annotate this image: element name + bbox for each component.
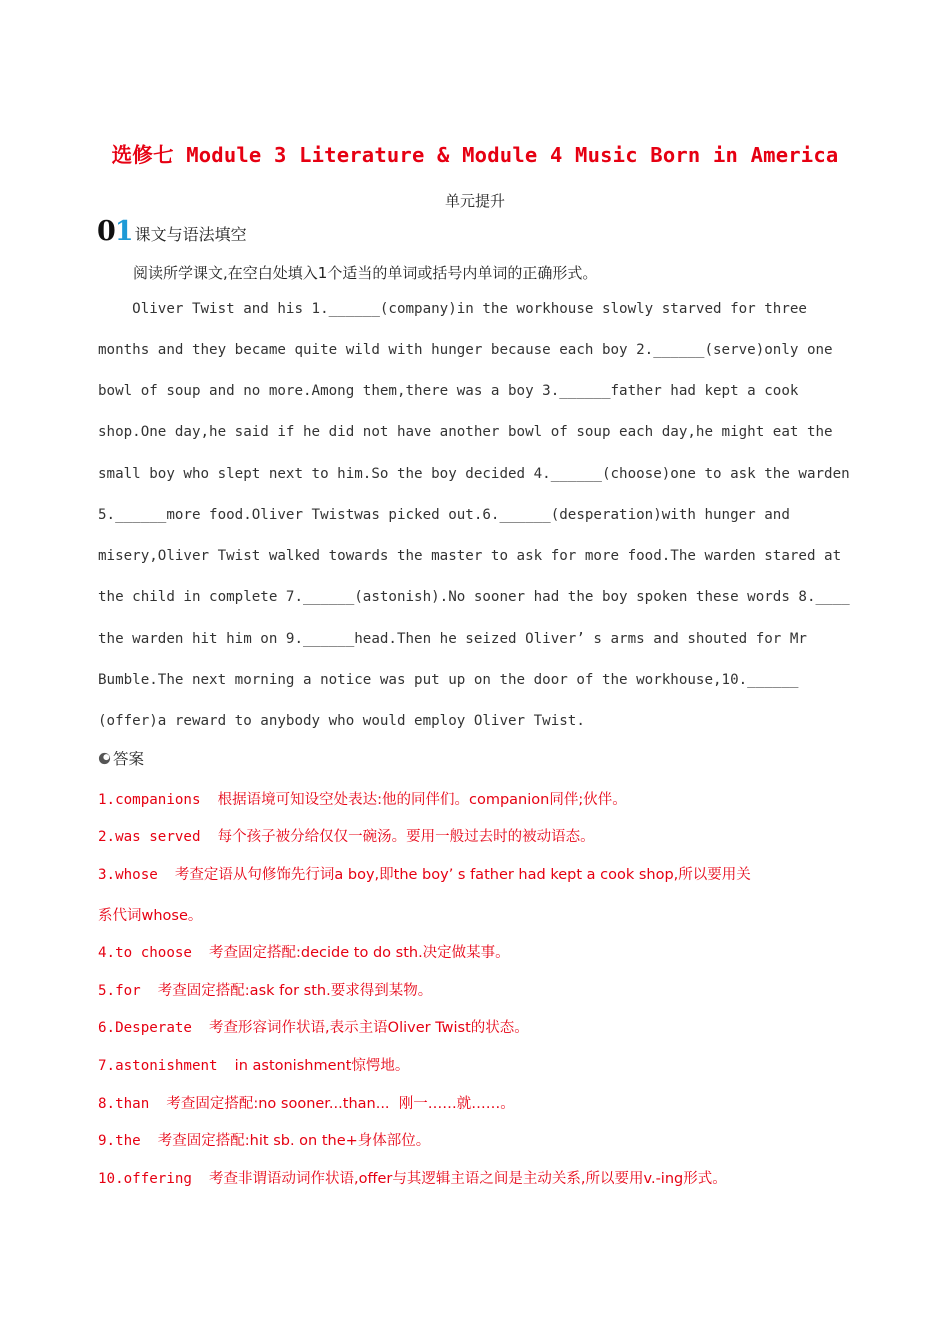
passage-line: the child in complete 7.______(astonish).No sooner had the boy spoken these words 8.____	[98, 589, 850, 605]
section-number-digit-a: 0	[97, 216, 115, 247]
answer-item	[98, 1129, 430, 1150]
answer-bullet-icon	[98, 752, 111, 765]
passage-line: (offer)a reward to anybody who would employ Oliver Twist.	[98, 713, 585, 729]
answer-key: 1.companions	[98, 792, 218, 808]
answer-explanation: 每个孩子被分给仅仅一碗汤。要用一般过去时的被动语态。	[217, 829, 595, 845]
answer-key: 10.offering	[98, 1171, 210, 1187]
answer-heading	[98, 747, 144, 769]
section-heading	[97, 216, 247, 247]
answer-explanation: 根据语境可知设空处表达:他的同伴们。companion同伴;伙伴。	[217, 792, 627, 808]
answer-key: 3.whose	[98, 867, 175, 883]
answer-item	[98, 941, 510, 962]
document-title: 选修七 Module 3 Literature & Module 4 Music Born in America	[111, 143, 839, 167]
answer-explanation: 考查固定搭配:no sooner...than... 刚一……就……。	[166, 1096, 515, 1112]
passage-line: bowl of soup and no more.Among them,there was a boy 3.______father had kept a cook	[98, 383, 799, 399]
answer-item	[98, 979, 432, 1000]
answer-explanation: 考查固定搭配:ask for sth.要求得到某物。	[157, 983, 433, 999]
passage-line: the warden hit him on 9.______head.Then he seized Oliver’ s arms and shouted for Mr	[98, 631, 807, 647]
passage-line: Oliver Twist and his 1.______(company)in the workhouse slowly starved for three	[98, 301, 807, 317]
answer-explanation: 考查固定搭配:hit sb. on the+身体部位。	[157, 1133, 431, 1149]
passage-line: 5.______more food.Oliver Twistwas picked out.6.______(desperation)with hunger and	[98, 507, 790, 523]
answer-explanation: 系代词whose。	[98, 908, 203, 924]
answer-explanation: 考查定语从句修饰先行词a boy,即the boy’ s father had kept a cook shop,所以要用关	[174, 867, 751, 883]
answer-key: 4.to choose	[98, 945, 210, 961]
passage-line: months and they became quite wild with hunger because each boy 2.______(serve)only one	[98, 342, 833, 358]
answer-key: 9.the	[98, 1133, 158, 1149]
exercise-instruction: 阅读所学课文,在空白处填入1个适当的单词或括号内单词的正确形式。	[133, 264, 598, 282]
answer-explanation: in astonishment惊愕地。	[234, 1058, 410, 1074]
answer-item-continued	[98, 904, 202, 925]
answer-key: 8.than	[98, 1096, 167, 1112]
answer-key: 5.for	[98, 983, 158, 999]
passage-line: misery,Oliver Twist walked towards the master to ask for more food.The warden stared at	[98, 548, 842, 564]
answer-item	[98, 1092, 515, 1113]
section-number-digit-b: 1	[114, 216, 133, 247]
passage-line: Bumble.The next morning a notice was put up on the door of the workhouse,10.______	[98, 672, 799, 688]
answer-item	[98, 1016, 529, 1037]
answer-explanation: 考查固定搭配:decide to do sth.决定做某事。	[209, 945, 510, 961]
answer-key: 2.was served	[98, 829, 218, 845]
answer-item	[98, 1054, 409, 1075]
answer-explanation: 考查形容词作状语,表示主语Oliver Twist的状态。	[209, 1020, 529, 1036]
section-title: 课文与语法填空	[134, 225, 247, 244]
answer-key: 7.astonishment	[98, 1058, 235, 1074]
passage-line: shop.One day,he said if he did not have another bowl of soup each day,he might eat the	[98, 424, 833, 440]
answer-item	[98, 863, 751, 884]
section-number	[97, 216, 133, 247]
answer-item	[98, 825, 595, 846]
document-subtitle: 单元提升	[444, 192, 505, 210]
answer-label: 答案	[113, 750, 145, 768]
answer-item	[98, 788, 627, 809]
passage-line: small boy who slept next to him.So the boy decided 4.______(choose)one to ask the warden	[98, 466, 850, 482]
answer-item	[98, 1167, 727, 1188]
answer-key: 6.Desperate	[98, 1020, 210, 1036]
answer-explanation: 考查非谓语动词作状语,offer与其逻辑主语之间是主动关系,所以要用v.-ing形式。	[209, 1171, 727, 1187]
